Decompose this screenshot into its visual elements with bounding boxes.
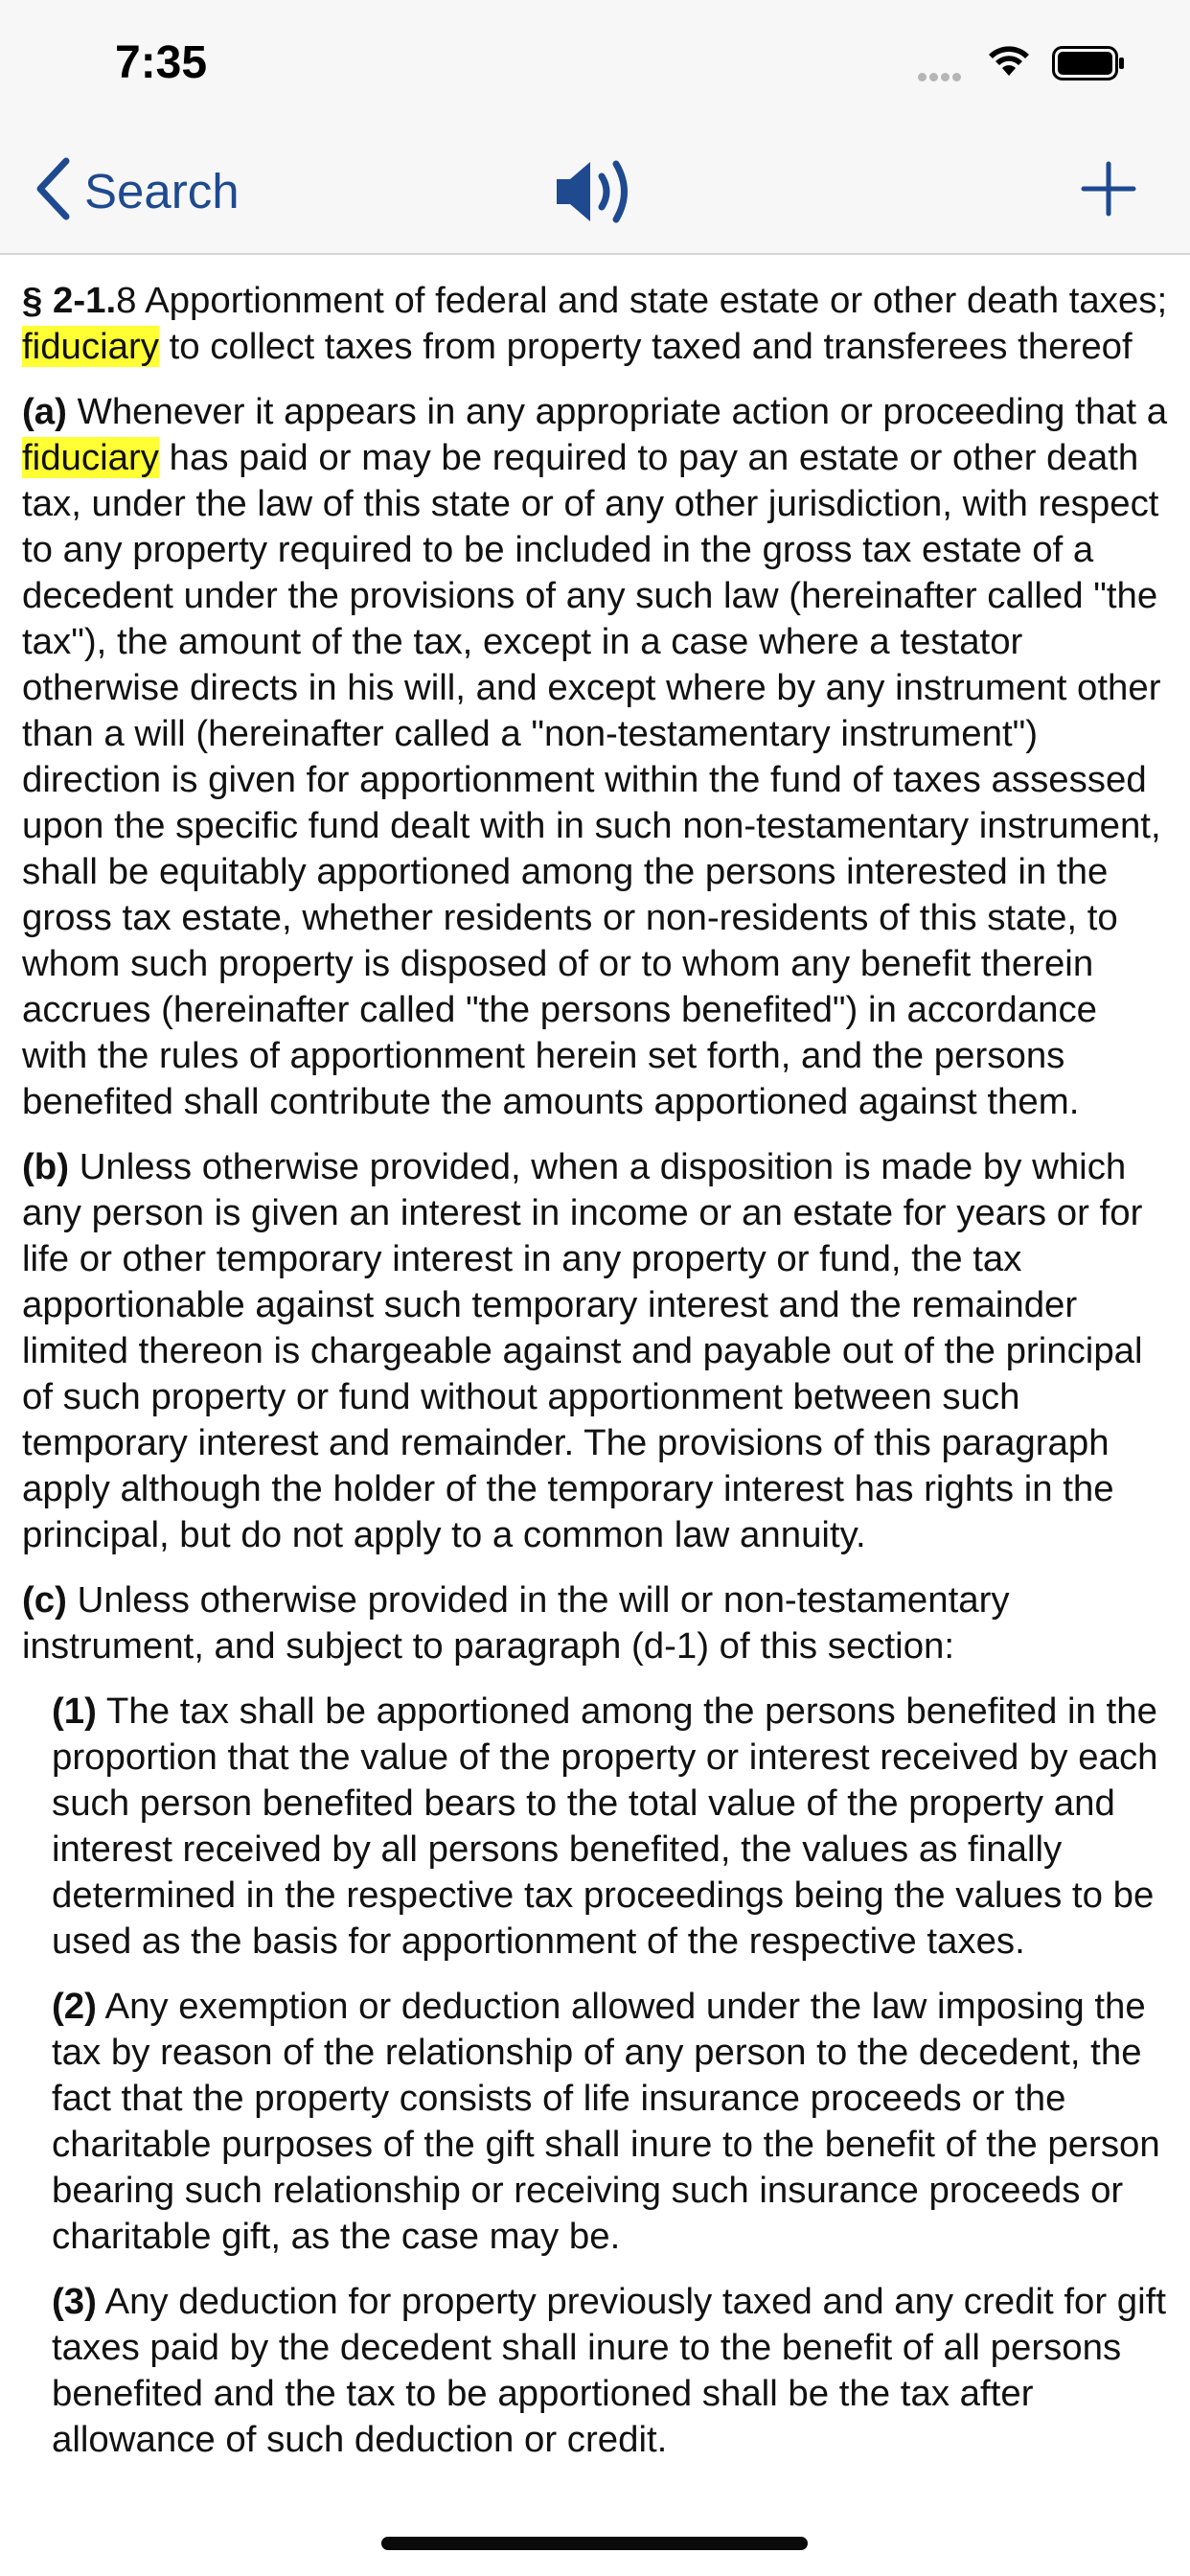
paragraph-c2-label: (2) xyxy=(52,1986,97,2027)
paragraph-c3 xyxy=(22,2279,1172,2463)
section-title-end: to collect taxes from property taxed and transferees thereof xyxy=(158,326,1133,367)
paragraph-c xyxy=(22,1577,1172,1669)
paragraph-a-label: (a) xyxy=(22,391,67,432)
paragraph-a-text-start: Whenever it appears in any appropriate action or proceeding that a xyxy=(66,391,1168,432)
paragraph-b xyxy=(22,1144,1172,1558)
paragraph-c2 xyxy=(22,1984,1172,2260)
paragraph-a-text-end: has paid or may be required to pay an estate or other death tax, under the law of this state or of any other jurisdiction, with respect to any property required to be included in the gross tax estate of a decedent under the provisions of any such law (hereinafter called "the tax"), the amount of the tax, except in a case where a testator otherwise directs in his will, and except where by any instrument other than a will (hereinafter called a "non-testamentary instrument") direction is given for apportionment within the fund of taxes assessed upon the specific fund dealt with in such non-testamentary instrument, shall be equitably apportioned among the persons interested in the gross tax estate, whether residents or non-residents of this state, to whom such property is disposed of or to whom any benefit therein accrues (hereinafter called "the persons benefited") in accordance with the rules of apportionment herein set forth, and the persons benefited shall contribute the amounts apportioned against them. xyxy=(22,437,1161,1122)
section-number: § 2-1. xyxy=(22,280,117,321)
battery-icon xyxy=(1052,46,1125,85)
section-title-start: Apportionment of federal and state estate or other death taxes; xyxy=(136,280,1168,321)
paragraph-a xyxy=(22,389,1172,1125)
search-highlight: fiduciary xyxy=(22,437,159,478)
paragraph-c-text: Unless otherwise provided in the will or non-testamentary instrument, and subject to paragraph (d-1) of this section: xyxy=(22,1579,1010,1667)
section-heading xyxy=(22,278,1172,370)
paragraph-c1 xyxy=(22,1689,1172,1965)
back-button-label: Search xyxy=(84,163,240,218)
paragraph-c1-label: (1) xyxy=(52,1690,97,1732)
home-indicator[interactable] xyxy=(381,2537,808,2550)
navigation-bar xyxy=(0,129,1190,255)
paragraph-b-label: (b) xyxy=(22,1146,70,1187)
statute-content xyxy=(22,278,1172,2482)
cellular-signal-icon xyxy=(918,69,964,86)
paragraph-c3-text: Any deduction for property previously taxed and any credit for gift taxes paid by the decedent shall inure to the benefit of all persons benefited and the tax to be apportioned shall be the tax after allowance of such deduction or credit. xyxy=(52,2281,1167,2460)
section-suffix: 8 xyxy=(116,280,137,321)
wifi-icon xyxy=(987,44,1031,81)
search-highlight: fiduciary xyxy=(22,326,159,367)
paragraph-b-text: Unless otherwise provided, when a disposition is made by which any person is given an interest in income or an estate for years or for life or other temporary interest in any property or fund, the tax apportionable against such temporary interest and the remainder limited thereon is chargeable against and payable out of the principal of such property or fund without apportionment between such temporary interest and remainder. The provisions of this paragraph apply although the holder of the temporary interest has rights in the principal, but do not apply to a common law annuity. xyxy=(22,1146,1143,1555)
speaker-button[interactable] xyxy=(554,152,636,236)
paragraph-c-label: (c) xyxy=(22,1579,67,1621)
back-button[interactable] xyxy=(34,154,240,227)
paragraph-c2-text: Any exemption or deduction allowed under the law imposing the tax by reason of the relationship of any person to the decedent, the fact that the property consists of life insurance proceeds or the charitable purposes of the gift shall inure to the benefit of the person bearing such relationship or receiving such insurance proceeds or charitable gift, as the case may be. xyxy=(52,1986,1160,2257)
add-button[interactable] xyxy=(1078,158,1139,224)
status-time: 7:35 xyxy=(115,37,208,88)
speaker-icon xyxy=(554,218,636,235)
chevron-left-icon xyxy=(34,157,71,225)
plus-icon xyxy=(1078,207,1139,223)
status-bar xyxy=(0,0,1190,129)
paragraph-c1-text: The tax shall be apportioned among the persons benefited in the proportion that the value of the property or interest received by each such person benefited bears to the total value of the property and interest received by all persons benefited, the values as finally determined in the respective tax proceedings being the values to be used as the basis for apportionment of the respective taxes. xyxy=(52,1690,1158,1962)
paragraph-c3-label: (3) xyxy=(52,2281,97,2322)
